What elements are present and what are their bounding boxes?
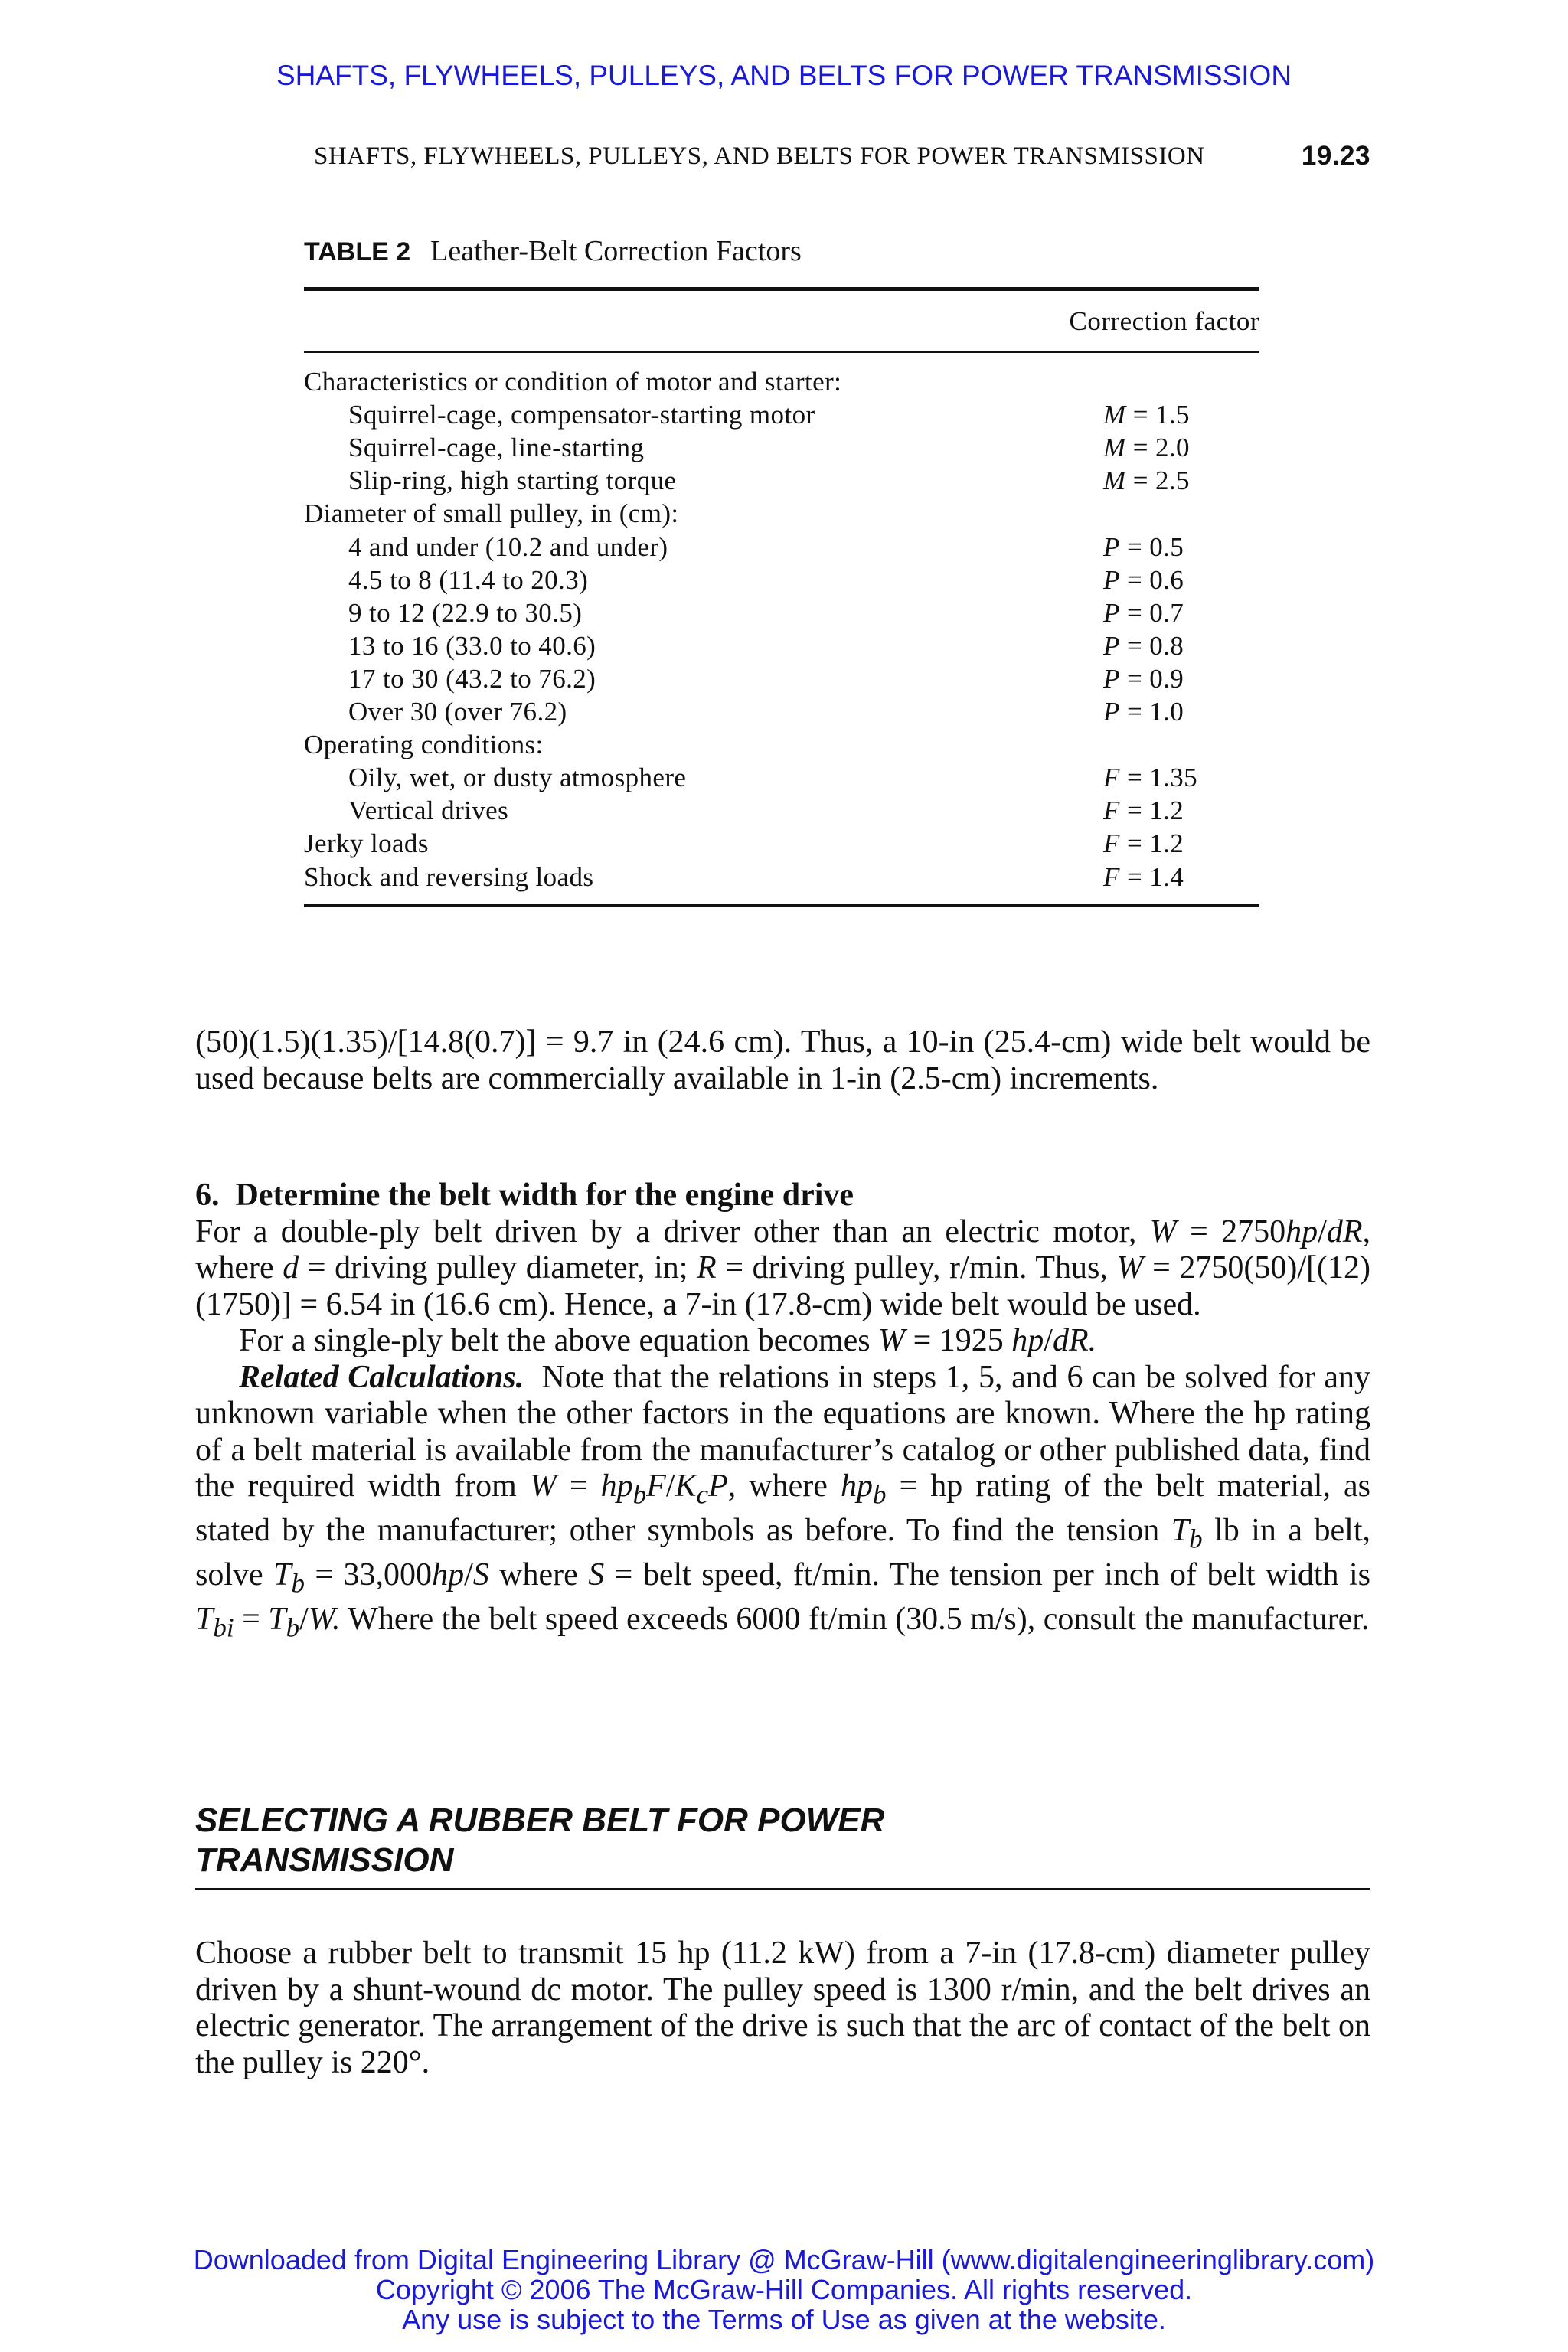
- step-6-paragraph-2: For a single-ply belt the above equation becomes W = 1925 hp/dR.: [239, 1323, 1097, 1358]
- table-row: [304, 365, 1259, 398]
- table-row: [304, 497, 1259, 530]
- section-title: SELECTING A RUBBER BELT FOR POWER TRANSMISSION: [195, 1802, 885, 1879]
- footer-terms: Any use is subject to the Terms of Use as given at the website.: [402, 2304, 1166, 2335]
- table-row-label: Jerky loads: [304, 828, 429, 859]
- correction-factor-value: P = 0.7: [1103, 597, 1184, 628]
- table-row: [304, 464, 1259, 497]
- table-row: [304, 662, 1259, 695]
- top-banner: SHAFTS, FLYWHEELS, PULLEYS, AND BELTS FOR POWER TRANSMISSION: [276, 60, 1292, 91]
- related-calculations: [195, 1360, 1370, 1646]
- table-row: [304, 761, 1259, 794]
- footer: [0, 2245, 1568, 2334]
- column-header-rule: [304, 351, 1259, 353]
- correction-factor-value: F = 1.4: [1103, 861, 1184, 892]
- table-row: [304, 794, 1259, 827]
- related-calculations-heading: Related Calculations.: [239, 1359, 524, 1395]
- running-head-title: SHAFTS, FLYWHEELS, PULLEYS, AND BELTS FOR POWER TRANSMISSION: [314, 142, 1205, 170]
- step-6-block: [195, 1178, 1370, 1646]
- correction-factor-value: P = 0.9: [1103, 663, 1184, 694]
- section-title-rule: [195, 1888, 1370, 1890]
- table-row: [304, 861, 1259, 893]
- section-paragraph: Choose a rubber belt to transmit 15 hp (11.2 kW) from a 7-in (17.8-cm) diameter pulley driven by a shunt-wound dc motor. The pulley speed is 1300 r/min, and the belt drives an electric generator. The arrangement of the drive is such that the arc of contact of the belt on the pulley is 220°.: [195, 1936, 1370, 2080]
- step-title: Determine the belt width for the engine drive: [235, 1178, 854, 1213]
- table-row: [304, 431, 1259, 464]
- table-row: [304, 827, 1259, 860]
- table-caption: [304, 234, 802, 268]
- table-row-label: Squirrel-cage, line-starting: [348, 433, 645, 463]
- table-row-label: 17 to 30 (43.2 to 76.2): [348, 663, 596, 694]
- running-head: [314, 142, 1370, 171]
- correction-factor-value: P = 1.0: [1103, 697, 1184, 727]
- correction-factor-value: P = 0.6: [1103, 564, 1184, 595]
- table-row-label: Slip-ring, high starting torque: [348, 466, 677, 496]
- table-row-label: Operating conditions:: [304, 730, 544, 760]
- column-header: Correction factor: [1069, 306, 1259, 336]
- table-row: [304, 398, 1259, 431]
- table-row-label: 4.5 to 8 (11.4 to 20.3): [348, 564, 589, 595]
- step-6-heading: [195, 1178, 1370, 1214]
- correction-factor-value: F = 1.35: [1103, 763, 1198, 793]
- correction-factor-value: M = 2.5: [1103, 466, 1190, 496]
- footer-copyright: Copyright © 2006 The McGraw-Hill Companies. All rights reserved.: [375, 2274, 1193, 2305]
- correction-factor-value: P = 0.5: [1103, 531, 1184, 562]
- table-row: [304, 629, 1259, 662]
- continuation-paragraph: (50)(1.5)(1.35)/[14.8(0.7)] = 9.7 in (24.6 cm). Thus, a 10-in (25.4-cm) wide belt would be used because belts are commercially available in 1-in (2.5-cm) increments.: [195, 1024, 1370, 1096]
- table-row-label: Diameter of small pulley, in (cm):: [304, 498, 679, 529]
- table-row: [304, 728, 1259, 761]
- step-6-paragraph-1: For a double-ply belt driven by a driver other than an electric motor, W = 2750hp/dR, where d = driving pulley diameter, in; R = driving pulley, r/min. Thus, W = 2750(50)/[(12)(1750)] = 6.54 in (16.6 cm). Hence, a 7-in (17.8-cm) wide belt would be used.: [195, 1214, 1370, 1322]
- page-number: 19.23: [1301, 141, 1370, 171]
- table-row-label: Squirrel-cage, compensator-starting motor: [348, 400, 815, 430]
- table-row-label: Over 30 (over 76.2): [348, 697, 567, 727]
- table-row-label: 9 to 12 (22.9 to 30.5): [348, 597, 583, 628]
- correction-factor-value: F = 1.2: [1103, 795, 1184, 826]
- table-title: Leather-Belt Correction Factors: [430, 235, 802, 267]
- correction-factor-value: M = 2.0: [1103, 433, 1190, 463]
- table-row-label: Characteristics or condition of motor and starter:: [304, 367, 842, 397]
- table-row: [304, 596, 1259, 629]
- step-number: 6.: [195, 1178, 220, 1213]
- correction-factor-value: M = 1.5: [1103, 400, 1190, 430]
- table-row-label: 13 to 16 (33.0 to 40.6): [348, 630, 596, 661]
- correction-factor-value: F = 1.2: [1103, 828, 1184, 859]
- table-row-label: Oily, wet, or dusty atmosphere: [348, 763, 687, 793]
- table-row-label: 4 and under (10.2 and under): [348, 531, 668, 562]
- footer-download-link[interactable]: Downloaded from Digital Engineering Library @ McGraw-Hill (www.digitalengineeringlibrary.com): [193, 2244, 1375, 2275]
- related-calculations-body: Note that the relations in steps 1, 5, and 6 can be solved for any unknown variable when the other factors in the equations are known. Where the hp rating of a belt material is available from the manufacturer’s catalog or other published data, find the required width from $W = hp_bF/K_cP$, where $hp_b$ = hp rating of the belt material, as stated by the manufacturer; other symbols as before. To find the tension $T_b$ lb in a belt, solve $T_b = 33,000hp/S$ where S = belt speed, ft/min. The tension per inch of belt width is $T_{bi} = T_b/W$. Where the belt speed exceeds 6000 ft/min (30.5 m/s), consult the manufacturer.: [195, 1359, 1371, 1643]
- correction-factor-value: P = 0.8: [1103, 630, 1184, 661]
- table-row: [304, 531, 1259, 564]
- table-label: TABLE 2: [304, 237, 411, 266]
- table-row-label: Shock and reversing loads: [304, 861, 594, 892]
- table-row: [304, 695, 1259, 728]
- table-top-rule: [304, 287, 1259, 291]
- table-row: [304, 564, 1259, 596]
- table-row-label: Vertical drives: [348, 795, 509, 826]
- table-bottom-rule: [304, 904, 1259, 907]
